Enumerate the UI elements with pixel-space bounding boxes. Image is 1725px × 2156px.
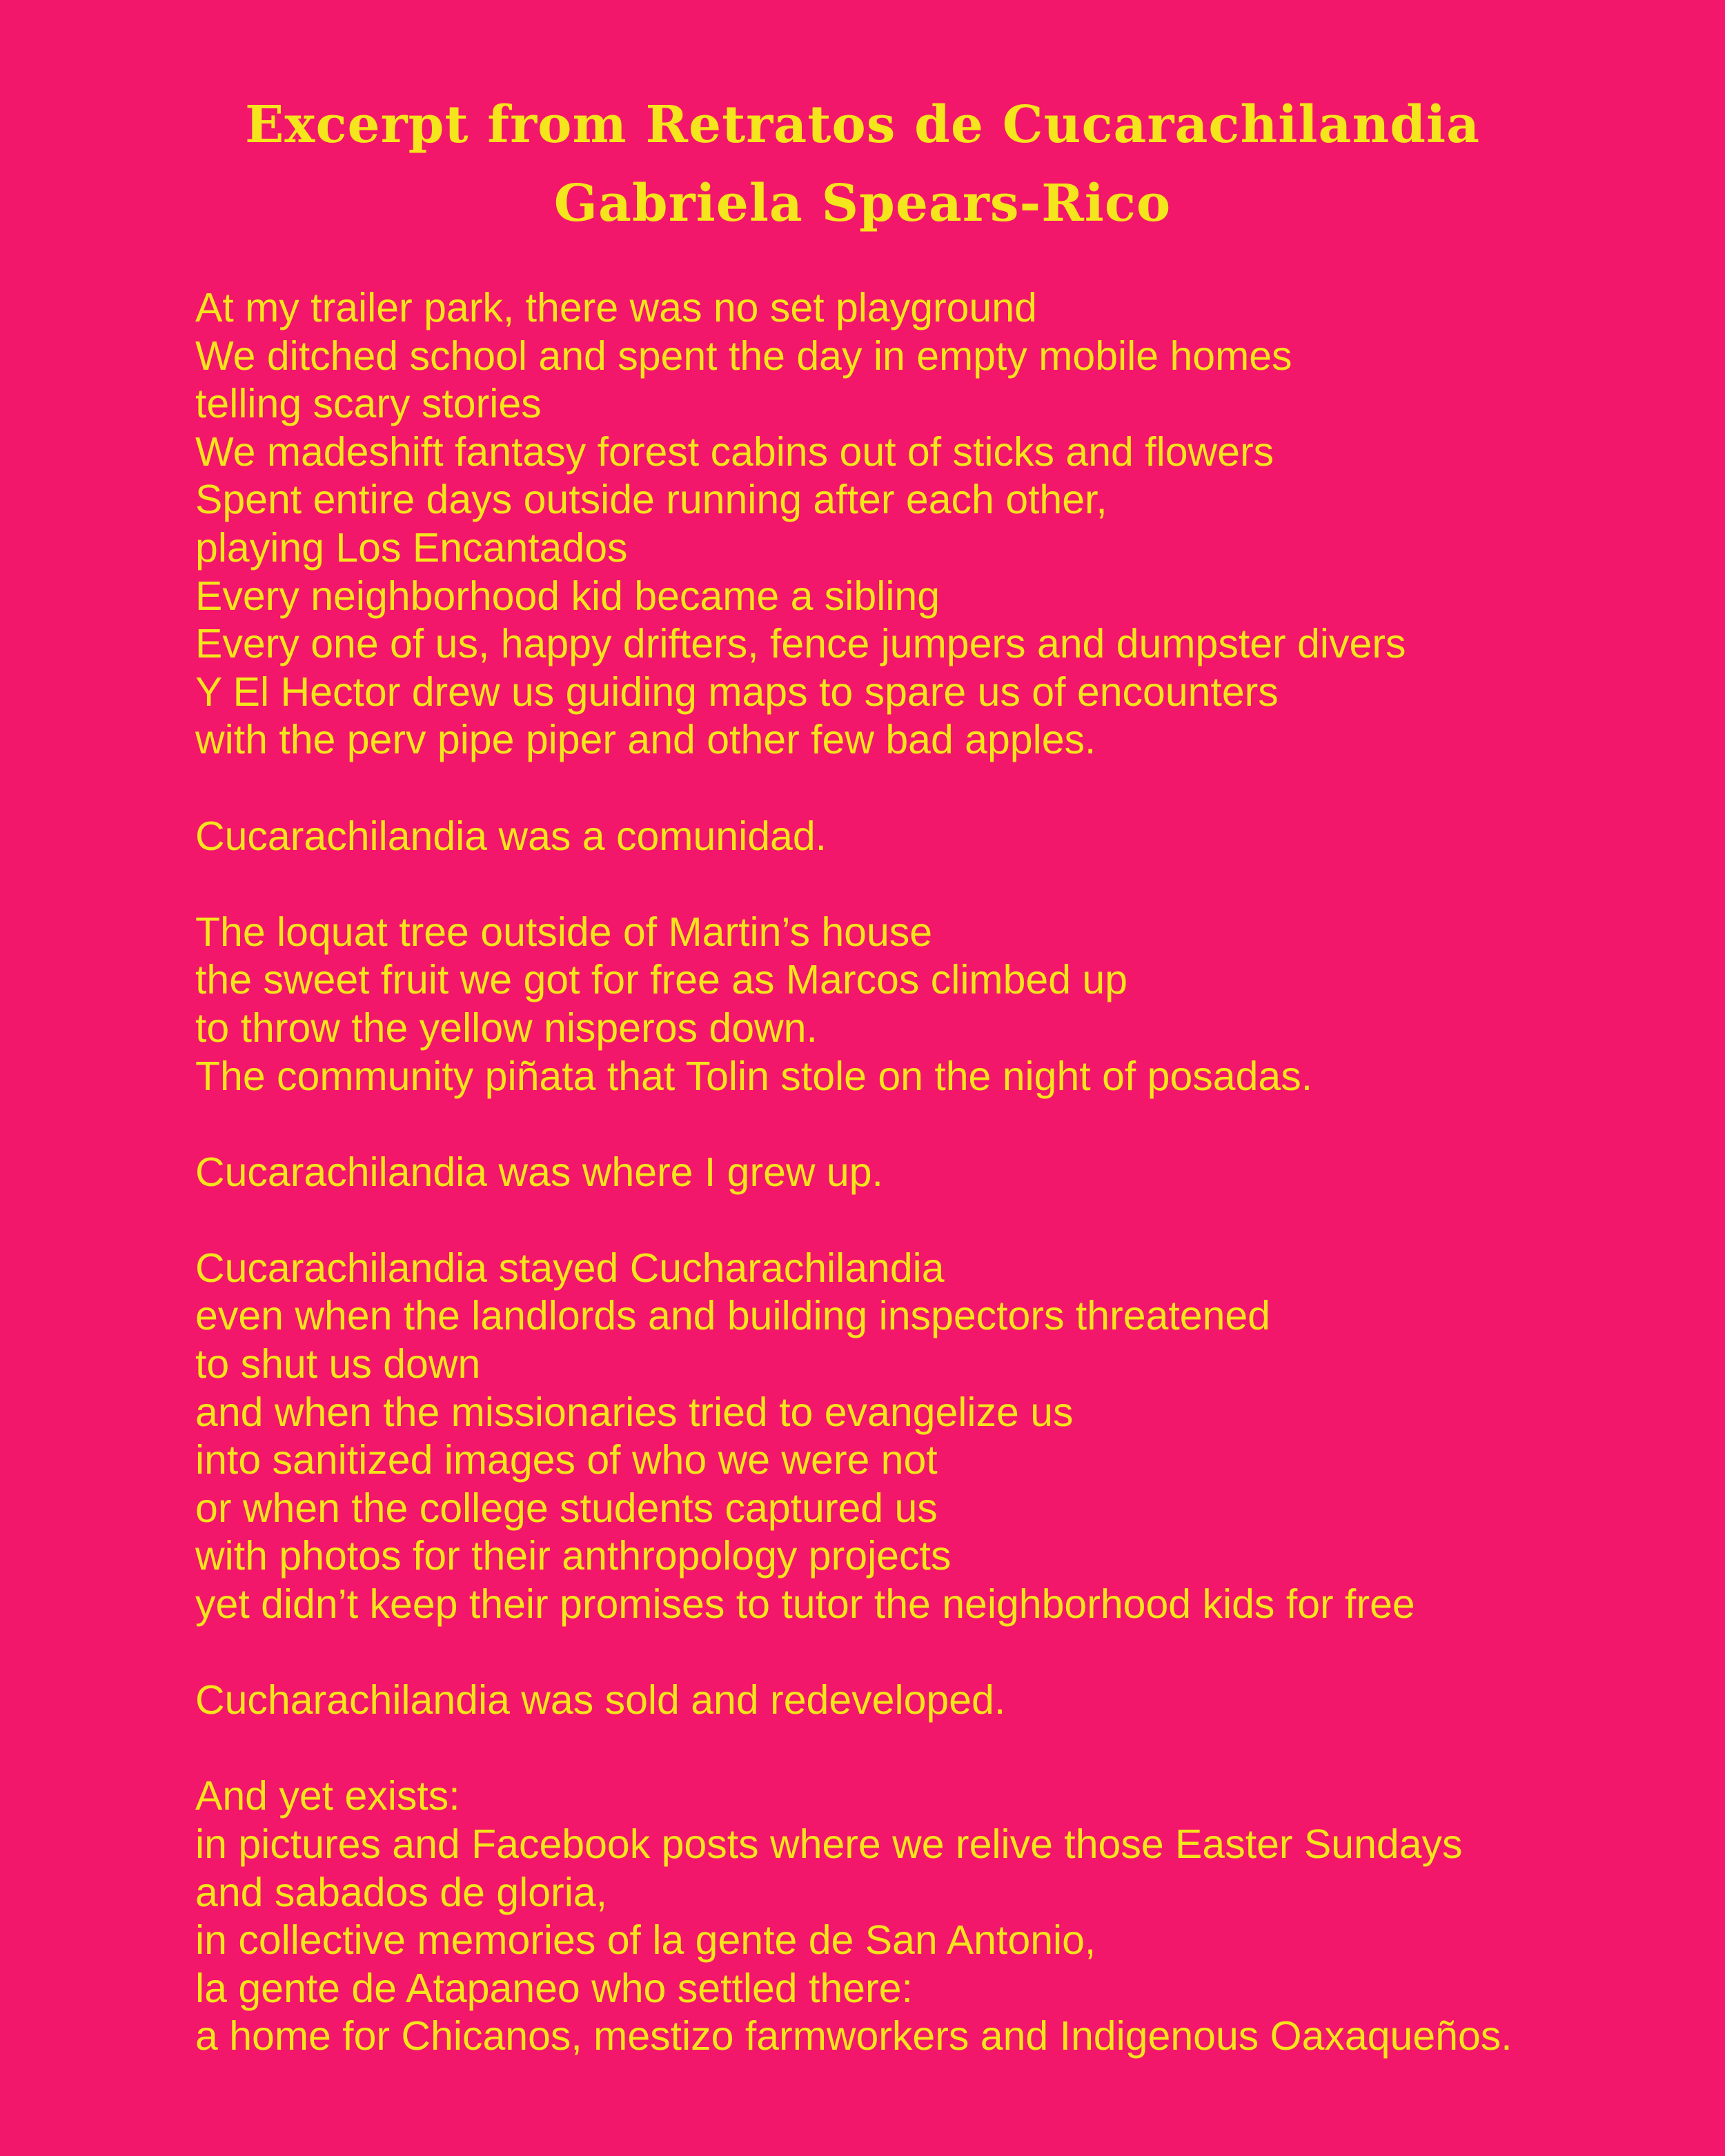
- poem-stanza: [195, 1677, 1679, 1725]
- poem-stanza: [195, 1772, 1679, 2061]
- poem-line: Every one of us, happy drifters, fence jumpers and dumpster divers: [195, 621, 1406, 667]
- poem-line: The community piñata that Tolin stole on the night of posadas.: [195, 1053, 1313, 1099]
- poem-line: to shut us down: [195, 1341, 481, 1387]
- poem-line: yet didn’t keep their promises to tutor the neighborhood kids for free: [195, 1581, 1415, 1628]
- poem-line: playing Los Encantados: [195, 524, 628, 571]
- poem-stanza: [195, 1245, 1679, 1629]
- poem-line: and sabados de gloria,: [195, 1869, 608, 1915]
- poem-stanza: [195, 1149, 1679, 1197]
- poem-line: Every neighborhood kid became a sibling: [195, 573, 940, 619]
- poem-line: We ditched school and spent the day in empty mobile homes: [195, 333, 1292, 379]
- poem-stanza: [195, 813, 1679, 861]
- poem-line: At my trailer park, there was no set playground: [195, 285, 1037, 330]
- poem-stanza: [195, 284, 1679, 764]
- poem-line: in collective memories of la gente de San Antonio,: [195, 1917, 1096, 1964]
- poem-line: into sanitized images of who we were not: [195, 1437, 938, 1483]
- poem-line: Cucharachilandia was sold and redeveloped.: [195, 1677, 1006, 1723]
- poem-body: [195, 284, 1679, 2061]
- poem-line: with photos for their anthropology projects: [195, 1533, 952, 1579]
- poem-line: la gente de Atapaneo who settled there:: [195, 1965, 913, 2011]
- poem-stanza: [195, 909, 1679, 1100]
- author-name: Gabriela Spears-Rico: [553, 174, 1172, 233]
- poem-line: with the perv pipe piper and other few bad apples.: [195, 717, 1096, 763]
- poem-line: the sweet fruit we got for free as Marcos climbed up: [195, 957, 1128, 1003]
- poem-line: Cucarachilandia stayed Cucharachilandia: [195, 1245, 945, 1291]
- poem-line: Cucarachilandia was where I grew up.: [195, 1149, 883, 1195]
- poem-line: to throw the yellow nisperos down.: [195, 1005, 818, 1051]
- poem-line: Spent entire days outside running after each other,: [195, 477, 1107, 523]
- poem-line: We madeshift fantasy forest cabins out of sticks and flowers: [195, 428, 1274, 475]
- poem-line: Cucarachilandia was a comunidad.: [195, 813, 827, 859]
- poem-line: in pictures and Facebook posts where we relive those Easter Sundays: [195, 1821, 1463, 1867]
- poem-line: or when the college students captured us: [195, 1485, 938, 1531]
- page-title: Excerpt from Retratos de Cucarachilandia: [244, 95, 1481, 155]
- poem-line: The loquat tree outside of Martin’s house: [195, 909, 933, 955]
- title-block: [0, 86, 1725, 243]
- poem-line: and when the missionaries tried to evangelize us: [195, 1389, 1074, 1435]
- poem-line: Y El Hector drew us guiding maps to spare us of encounters: [195, 669, 1279, 715]
- poem-line: even when the landlords and building inspectors threatened: [195, 1293, 1271, 1339]
- poem-line: And yet exists:: [195, 1773, 460, 1819]
- poem-line: a home for Chicanos, mestizo farmworkers and Indigenous Oaxaqueños.: [195, 2013, 1512, 2059]
- poem-line: telling scary stories: [195, 381, 542, 427]
